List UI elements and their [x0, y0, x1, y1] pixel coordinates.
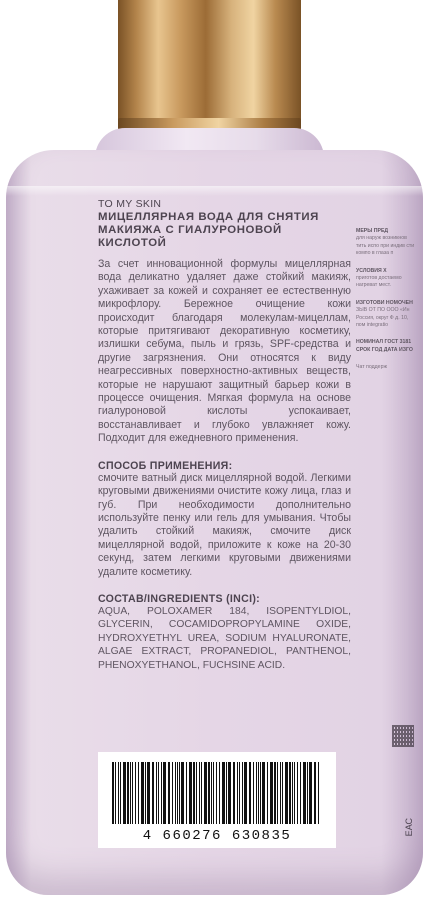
product-description: За счет инновационной формулы мицеллярная вода деликатно удаляет даже стойкий макияж, ухаживает за кожей и сохраняет ее естественную микрофлору. Бережное очищение кожи происходит благодаря молекулам-мицеллам, которые притягивают декоративную косметику, излишки себума, пыль и грязь, SPF-средства и другие загрязнения. Они относятся к виду неагрессивных поверхностно-активных веществ, которые не нарушают защитный барьер кожи в процессе очищения. Мягкая формула на основе гиалуроновой кислоты успокаивает, восстанавливает и глубоко увлажняет кожу. Подходит для ежедневного применения.: [98, 258, 351, 445]
barcode-bar: [233, 762, 235, 824]
ingredients-text: AQUA, POLOXAMER 184, ISOPENTYLDIOL, GLYCERIN, COCAMIDOPROPYLAMINE OXIDE, HYDROXYETHYL UREA, SODIUM HYALURONATE, ALGAE EXTRACT, PROPANEDIOL, PANTHENOL, PHENOXYETHANOL, FUCHSINE ACID.: [98, 605, 351, 671]
barcode-digits: 4 660276 630835: [142, 828, 292, 844]
barcode-bar: [193, 762, 195, 824]
barcode-bar: [300, 762, 301, 824]
barcode-bar: [213, 762, 214, 824]
barcode-bar: [204, 762, 207, 824]
barcode-bar: [120, 762, 121, 824]
barcode-bar: [242, 762, 243, 824]
barcode-bar: [270, 762, 273, 824]
barcode-bar: [260, 762, 261, 824]
barcode-bar: [280, 762, 281, 824]
barcode-bar: [163, 762, 166, 824]
barcode-bar: [256, 762, 257, 824]
barcode-panel: [98, 752, 336, 848]
barcode-bar: [318, 762, 319, 824]
barcode-bar: [237, 762, 238, 824]
barcode-bar: [303, 762, 306, 824]
side-block-2-heading: УСЛОВИЯ Х: [356, 267, 387, 274]
barcode-bar: [274, 762, 276, 824]
barcode-bar: [181, 762, 184, 824]
bottle-body: [6, 150, 423, 895]
barcode-bar: [152, 762, 154, 824]
side-block-5: [356, 364, 416, 371]
barcode-bar: [189, 762, 192, 824]
barcode-bar: [277, 762, 278, 824]
side-block-5-text: Чат поддерж: [356, 364, 387, 371]
barcode-bar: [258, 762, 259, 824]
barcode-bar: [262, 762, 265, 824]
side-block-3-heading: ИЗГОТОВИ НОМОЧЕН: [356, 299, 413, 306]
barcode-bar: [199, 762, 200, 824]
side-block-2-text: приготов достаемо нагреват мест.: [356, 275, 402, 289]
side-block-1-text: для наруж возникнов тить испо при индив сти компо в глаза п: [356, 235, 415, 257]
barcode-bar: [156, 762, 157, 824]
barcode-bar: [253, 762, 254, 824]
barcode-bar: [179, 762, 180, 824]
barcode-bar: [307, 762, 308, 824]
barcode-bar: [314, 762, 316, 824]
product-title-line1: МИЦЕЛЛЯРНАЯ ВОДА ДЛЯ СНЯТИЯ: [98, 211, 319, 223]
side-block-1: [356, 228, 416, 258]
barcode-bar: [177, 762, 178, 824]
barcode-bar: [127, 762, 129, 824]
product-title: [98, 211, 351, 250]
barcode-bar: [186, 762, 187, 824]
barcode-bar: [282, 762, 283, 824]
barcode-bar: [201, 762, 202, 824]
barcode-bars: [112, 762, 322, 824]
barcode-bar: [249, 762, 251, 824]
barcode-bar: [130, 762, 131, 824]
ingredients-heading: СОСТАВ/INGREDIENTS (INCI):: [98, 592, 260, 605]
barcode-bar: [292, 762, 293, 824]
barcode-bar: [226, 762, 227, 824]
barcode-bar: [138, 762, 139, 824]
barcode-bar: [285, 762, 288, 824]
barcode-bar: [219, 762, 220, 824]
barcode-bar: [294, 762, 295, 824]
barcode-bar: [228, 762, 231, 824]
barcode-bar: [118, 762, 119, 824]
side-block-1-heading: МЕРЫ ПРЕД: [356, 228, 389, 234]
barcode-bar: [141, 762, 144, 824]
barcode-bar: [112, 762, 114, 824]
barcode-bar: [208, 762, 210, 824]
barcode-bar: [244, 762, 247, 824]
barcode-bar: [172, 762, 173, 824]
barcode-bar: [158, 762, 159, 824]
bottle-cap: [118, 0, 301, 125]
barcode-bar: [239, 762, 240, 824]
barcode-bar: [132, 762, 133, 824]
product-title-line2: МАКИЯЖА С ГИАЛУРОНОВОЙ КИСЛОТОЙ: [98, 224, 282, 249]
usage-heading: СПОСОБ ПРИМЕНЕНИЯ:: [98, 459, 233, 472]
barcode-bar: [196, 762, 197, 824]
barcode-bar: [289, 762, 291, 824]
side-block-4-heading: НОМИНАЛ ГОСТ 3181 СРОК ГОД ДАТА ИЗГО: [356, 339, 413, 353]
barcode-bar: [123, 762, 126, 824]
bottle-shoulder-highlight: [6, 186, 423, 196]
barcode-bar: [216, 762, 217, 824]
barcode-bar: [297, 762, 298, 824]
side-block-3: [356, 300, 416, 330]
side-block-2: [356, 268, 416, 290]
qr-code: [392, 725, 414, 747]
side-block-4: [356, 339, 416, 354]
side-block-3-text: ЗЫВ ОТ ПО ООО «Ин Россия, округ Ф д. 10, пом integratio: [356, 307, 410, 329]
barcode-bar: [168, 762, 170, 824]
barcode-bar: [161, 762, 162, 824]
barcode-bar: [147, 762, 150, 824]
barcode-bar: [211, 762, 212, 824]
barcode-bar: [309, 762, 312, 824]
barcode-bar: [115, 762, 116, 824]
barcode-bar: [175, 762, 176, 824]
side-panel-text: [356, 228, 416, 382]
brand-name: TO MY SKIN: [98, 198, 162, 210]
barcode-bar: [267, 762, 268, 824]
eac-mark: ЕАС: [404, 818, 414, 837]
barcode-bar: [135, 762, 136, 824]
usage-text: смочите ватный диск мицеллярной водой. Легкими круговыми движениями очистите кожу лица, глаз и губ. При необходимости дополнительно используйте пенку или гель для умывания. Чтобы удалить стойкий макияж, смочите диск мицеллярной водой, приложите к коже на 20-30 секунд, затем легкими круговыми движениями удалите косметику.: [98, 471, 351, 578]
label-main-text: [98, 198, 351, 672]
barcode-bar: [145, 762, 146, 824]
barcode-bar: [222, 762, 225, 824]
